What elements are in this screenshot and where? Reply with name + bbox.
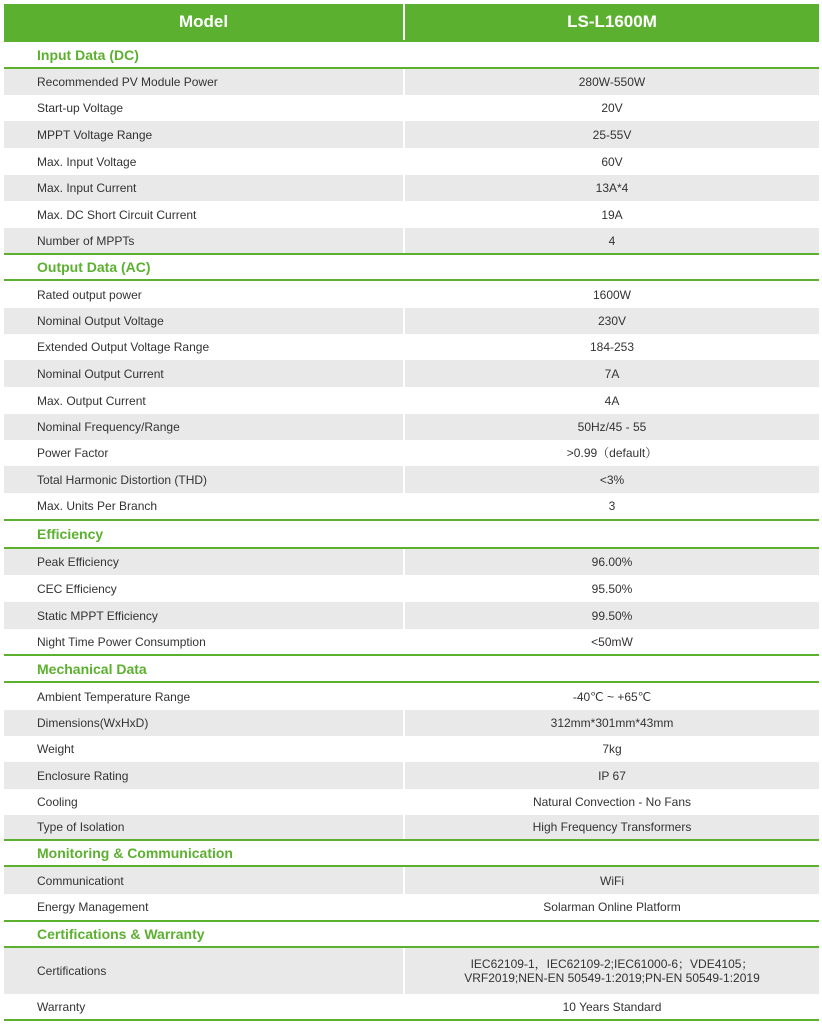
table-row [4, 148, 819, 175]
row-label: Enclosure Rating [4, 762, 403, 789]
row-label: Max. Input Voltage [4, 148, 403, 175]
row-value: WiFi [405, 867, 819, 894]
row-value [405, 948, 819, 994]
table-row [4, 789, 819, 815]
table-row [4, 815, 819, 839]
section-certifications [4, 920, 819, 948]
row-value: 7kg [405, 736, 819, 762]
spec-table [4, 4, 819, 1021]
row-value: 4A [405, 387, 819, 414]
section-title: Efficiency [37, 526, 104, 542]
header-model-value: LS-L1600M [405, 4, 819, 40]
section-title: Certifications & Warranty [37, 926, 205, 942]
table-row [4, 387, 819, 414]
section-title: Input Data (DC) [37, 46, 139, 63]
row-value: 60V [405, 148, 819, 175]
row-label: Communicationt [4, 867, 403, 894]
row-value: 1600W [405, 281, 819, 308]
row-label: MPPT Voltage Range [4, 121, 403, 148]
row-label: Weight [4, 736, 403, 762]
section-title: Output Data (AC) [37, 259, 151, 275]
row-value: 13A*4 [405, 175, 819, 201]
table-row [4, 575, 819, 602]
row-label: Night Time Power Consumption [4, 629, 403, 654]
row-label: CEC Efficiency [4, 575, 403, 602]
table-row [4, 894, 819, 920]
row-value: 25-55V [405, 121, 819, 148]
row-label: Power Factor [4, 440, 403, 466]
row-label: Extended Output Voltage Range [4, 334, 403, 360]
row-label: Cooling [4, 789, 403, 815]
row-label: Certifications [4, 948, 403, 994]
row-value: Solarman Online Platform [405, 894, 819, 920]
row-label: Peak Efficiency [4, 549, 403, 575]
row-value: 184-253 [405, 334, 819, 360]
table-row [4, 175, 819, 201]
cert-line-2: VRF2019;NEN-EN 50549-1:2019;PN-EN 50549-1:2019 [464, 971, 760, 985]
section-title: Monitoring & Communication [37, 845, 233, 861]
row-value: 50Hz/45 - 55 [405, 414, 819, 440]
row-value: 3 [405, 493, 819, 519]
row-label: Type of Isolation [4, 815, 403, 839]
row-value: 99.50% [405, 602, 819, 629]
table-row [4, 466, 819, 493]
row-value: 312mm*301mm*43mm [405, 710, 819, 736]
table-row [4, 710, 819, 736]
table-row [4, 994, 819, 1021]
row-label: Max. Input Current [4, 175, 403, 201]
table-row [4, 602, 819, 629]
row-value: High Frequency Transformers [405, 815, 819, 839]
row-label: Total Harmonic Distortion (THD) [4, 466, 403, 493]
table-row [4, 683, 819, 710]
section-mechanical-data [4, 654, 819, 683]
cert-line-1: IEC62109-1，IEC62109-2;IEC61000-6；VDE4105； [470, 957, 754, 971]
row-label: Max. Units Per Branch [4, 493, 403, 519]
row-label: Nominal Output Voltage [4, 308, 403, 334]
section-monitoring [4, 839, 819, 867]
table-row [4, 948, 819, 994]
row-value: 10 Years Standard [405, 994, 819, 1019]
row-value: 7A [405, 360, 819, 387]
table-header [4, 4, 819, 40]
row-value: -40℃ ~ +65℃ [405, 683, 819, 710]
row-value: 4 [405, 228, 819, 253]
section-output-data [4, 253, 819, 281]
table-row [4, 440, 819, 466]
row-label: Start-up Voltage [4, 95, 403, 121]
row-value: <50mW [405, 629, 819, 654]
row-value: 20V [405, 95, 819, 121]
row-label: Ambient Temperature Range [4, 683, 403, 710]
row-value: 230V [405, 308, 819, 334]
table-row [4, 308, 819, 334]
header-model: Model [4, 4, 403, 40]
table-row [4, 69, 819, 95]
table-row [4, 762, 819, 789]
row-value: IP 67 [405, 762, 819, 789]
row-label: Rated output power [4, 281, 403, 308]
table-row [4, 867, 819, 894]
table-row [4, 201, 819, 228]
table-row [4, 360, 819, 387]
table-row [4, 121, 819, 148]
row-value: 96.00% [405, 549, 819, 575]
row-label: Number of MPPTs [4, 228, 403, 253]
row-label: Warranty [4, 994, 403, 1019]
section-title: Mechanical Data [37, 660, 147, 677]
table-row [4, 736, 819, 762]
row-label: Nominal Frequency/Range [4, 414, 403, 440]
row-label: Static MPPT Efficiency [4, 602, 403, 629]
row-value: 95.50% [405, 575, 819, 602]
row-label: Nominal Output Current [4, 360, 403, 387]
table-row [4, 228, 819, 253]
row-label: Recommended PV Module Power [4, 69, 403, 95]
row-value: >0.99（default） [405, 440, 819, 466]
table-row [4, 549, 819, 575]
row-label: Energy Management [4, 894, 403, 920]
table-row [4, 414, 819, 440]
table-row [4, 95, 819, 121]
row-label: Max. Output Current [4, 387, 403, 414]
table-row [4, 629, 819, 654]
section-efficiency [4, 519, 819, 549]
row-label: Max. DC Short Circuit Current [4, 201, 403, 228]
table-row [4, 334, 819, 360]
row-value: <3% [405, 466, 819, 493]
section-input-data [4, 40, 819, 69]
table-row [4, 493, 819, 519]
row-value: Natural Convection - No Fans [405, 789, 819, 815]
row-value: 19A [405, 201, 819, 228]
table-row [4, 281, 819, 308]
row-value: 280W-550W [405, 69, 819, 95]
row-label: Dimensions(WxHxD) [4, 710, 403, 736]
